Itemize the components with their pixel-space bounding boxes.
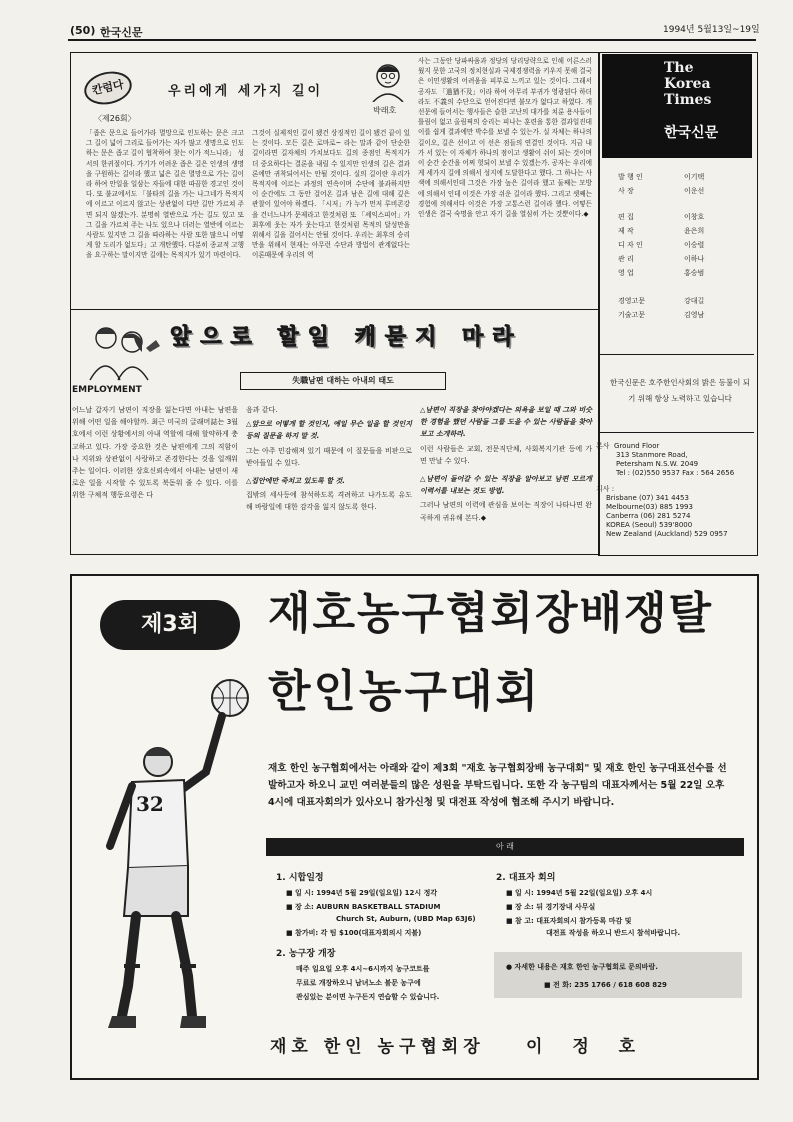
employment-tip: △집안에만 죽치고 있도록 할 것. — [246, 477, 345, 486]
staff-role: 발 행 인 — [618, 173, 643, 181]
ad-title-line2: 한인농구대회 — [268, 666, 542, 717]
court-heading: 2. 농구장 개장 — [276, 949, 336, 959]
chairman-title: 재호 한인 농구협회장 — [270, 1037, 485, 1057]
branch-line: Canberra (06) 281 5274 — [606, 512, 691, 520]
court-line: 무료로 개장하오니 남녀노소 불문 농구에 — [296, 979, 421, 987]
ad-notice-bar: 아 래 — [266, 838, 744, 856]
staff-row — [618, 310, 738, 320]
staff-name: 이하나 — [684, 255, 705, 263]
employment-tip-detail: 그러나 남편의 이력에 관심을 보이는 직장이 나타나면 완곡하게 귀유해 본다.◆ — [420, 501, 592, 522]
branch-label: 지사 : — [596, 485, 615, 493]
staff-role: 편 집 — [618, 213, 634, 221]
masthead-title-en-line2: Korea — [664, 76, 711, 92]
header-rule — [68, 39, 756, 41]
issue-date: 1994년 5월13일~19일 — [663, 25, 760, 35]
court-line: 관심있는 분이면 누구든지 연습할 수 있습니다. — [296, 993, 440, 1001]
chairman-name: 이 정 호 — [526, 1037, 648, 1057]
masthead-divider — [600, 354, 754, 355]
staff-row — [618, 212, 738, 222]
schedule-date: ■ 일 시: 1994년 5월 29일(일요일) 12시 정각 — [286, 889, 438, 897]
column-text-col3: 사는 그동안 당파싸움과 정당의 당리당략으로 인해 어른스러웠지 못한 고국의 정치현실과 국제경쟁력을 키우지 못해 결국은 이민생활의 어려움을 피부로 느끼고 있는 것이다. 그래서 공자도 「過猶不及」이라 하여 아무리 부귀가 영광된다 하더라도 不義의 수단으로 얻어진다면 불모가 없다고 하였다. 개선문에 들어서는 행사들은 슬한 고난의 대가를 치룬 용사들이 틀림이 없고 올림픽의 승리는 피나는 훈련을 통한 결과일진데 이를 쉽게 결과에만 박수를 보낼 수 있는가. 실 자체는 하나의 길이오, 길은 선이고 이 선은 점들의 연결인 것이다. 지금 내가 서 있는 이 자체가 하나의 점이고 생활이 쉬이 되는 것이며 이 순간 순간을 어찌 헛되이 보낼 수 있겠는가. 공자는 우리에게 세가지 길에 의해서 성지에 도달한다고 했다. 그 하나는 사색에 의해서인데 그것은 가장 높은 길이라 했고 둘째는 모방에 의해서 인데 이것은 가장 쉬운 길이라 했다. 그리고 셋째는 경험에 의해서다 이것은 가장 고통스런 길이라 했다. 어떻든 인생은 결국 숙명을 안고 자기 길을 열심히 가는 것뿐이다.◆ — [418, 57, 592, 219]
column-text-col1: 「좁은 문으로 들어가라 멸망으로 인도하는 문은 크고 그 길이 넓어 그리로 들어가는 자가 많고 생명으로 인도하는 문은 좁고 길이 협착하여 찾는 이가 적느니라」 성서의 한귀절이다. 가기가 어려운 좁은 길은 인생의 생명을 구원하는 길이라 했고 넓은 길은 멸망으로 가는 길이라 하여 안일을 일삼는 자들에 대한 따끔한 경고인 것이다. 또 불교에서도 「불타의 길을 가는 나그네가 목적지에 이르고 이르지 않고는 상관없이 다만 길만 가르쳐 주면 되지 않겠는가. 분명히 열반으로 가는 길도 있고 또 그 길을 가르쳐 주는 나도 있으나 더러는 열반에 이르는 사람도 있지만 그 길을 따라하는 사람 또한 많으니 어떻게 할 도리가 없도다」고 개탄했다. 다분히 종교적 고행을 요구하는 말이지만 길에는 목적지가 있기 마련이다. — [86, 129, 244, 260]
column-episode: 〈제26회〉 — [94, 114, 136, 123]
staff-role: 관 리 — [618, 255, 634, 263]
contact-phone: ■ 전 화: 235 1766 / 618 608 829 — [544, 981, 667, 989]
masthead-title-ko: 한국신문 — [664, 125, 719, 141]
staff-name: 강대길 — [684, 297, 705, 305]
staff-role: 영 업 — [618, 269, 634, 277]
masthead-title-en — [664, 60, 711, 108]
staff-role: 디 자 인 — [618, 241, 643, 249]
hq-line: Petersham N.S.W. 2049 — [616, 460, 699, 468]
contact-text: ● 자세한 내용은 재호 한인 농구협회로 문의바람. — [506, 963, 658, 971]
staff-role: 사 장 — [618, 187, 634, 195]
staff-name: 윤은희 — [684, 227, 705, 235]
staff-row — [618, 172, 738, 182]
staff-name: 이승렬 — [684, 241, 705, 249]
column-title: 우리에게 세가지 길이 — [168, 84, 324, 99]
branch-offices — [596, 485, 754, 539]
page-number: (50) — [70, 24, 96, 37]
employment-tip-detail: 이런 사람들은 교회, 전문직단체, 사회복지기관 등에 가면 만날 수 있다. — [420, 444, 592, 465]
couple-illustration-icon — [76, 318, 166, 382]
basketball-player-illustration-icon — [84, 676, 254, 1046]
hq-phone: Tel : (02)550 9537 Fax : 564 2656 — [616, 469, 735, 477]
employment-subtitle: 失職남편 대하는 아내의 태도 — [240, 372, 446, 390]
employment-tip: △남편이 직장을 찾아야겠다는 의욕을 보일 때 그와 비슷한 경험을 했던 사람들 그룹 도을 수 있는 사람들을 찾아보고 소개하라. — [420, 406, 592, 439]
staff-row — [618, 226, 738, 236]
branch-line: Melbourne(03) 885 1993 — [606, 503, 693, 511]
employment-col1-text: 어느날 갑자기 남편이 직장을 잃는다면 아내는 남편을 위해 어떤 일을 해야할까. 최근 미국의 글래머誌는 3월호에서 이런 상황에서의 아내 역할에 대해 할약하게 충고하고 있다. 가장 중요한 것은 남편에게 그의 직함이나 지위와 상관없이 사랑하고 존경한다는 것을 일깨워 주는 일이다. 이러한 상호신뢰속에서 아내는 남편이 새로운 일을 시작할 수 있도록 북돋워 줄 수 있다. 이를 위한 구체적 행동요령은 다 — [72, 406, 238, 500]
masthead-title-en-line3: Times — [664, 92, 712, 108]
schedule-place-detail: Church St, Auburn, (UBD Map 63J6) — [336, 915, 476, 923]
column-text-col2: 그것이 실제적인 길이 됐건 상징적인 길이 됐건 끝이 있는 것이다. 모든 길은 로마로~ 라는 말과 같이 단순한 길이라면 길자체의 가치보다도 길의 종점인 목적지가 더 중요하다는 결론을 내릴 수 있지만 인생의 길은 결과론에만 귀착되어서는 안될 것이다. 실의 길이란 우리가 목적지에 이르는 과정의 연속이며 수단에 불과하지만 이 순간에도 그 동안 걸어온 길과 남은 길에 대해 깊은 관찰이 있어야 하겠다. 「시저」가 누가 먼저 루비콘강을 건너느냐가 문제라고 한것처럼 또 「셰익스피어」가 최후에 웃는 자가 웃는다고 한것처럼 목적의 달성만을 위해서 길을 걸어서는 안될 것이다. 우리는 최후의 승리만을 위해서 현재는 아무런 수단과 방법이 관계없다는 이론때문에 우리의 역 — [252, 129, 410, 260]
employment-tip: △남편이 들어갈 수 있는 직장을 알아보고 남편 모르게 이력서를 내보는 것도 방법. — [420, 475, 592, 496]
meeting-place: ■ 장 소: 뒤 경기장내 사무실 — [506, 903, 596, 911]
staff-name: 홍승범 — [684, 269, 705, 277]
schedule-heading: 1. 시합일정 — [276, 873, 324, 883]
hq-label: 본사 — [596, 442, 610, 450]
court-line: 매주 일요일 오후 4시~6시까지 농구코트를 — [296, 965, 430, 973]
employment-tip-detail: 집밖의 세사등에 참석하도록 격려하고 나가도록 유도해 바람일에 대한 감각을 잃지 않도록 한다. — [246, 491, 412, 512]
employment-col2 — [246, 404, 412, 516]
masthead-title-en-line1: The — [664, 60, 694, 76]
ad-title-line1: 재호농구협회장배쟁탈 — [268, 588, 714, 639]
staff-role: 경영고문 — [618, 297, 646, 305]
schedule-place: ■ 장 소: AUBURN BASKETBALL STADIUM — [286, 903, 441, 911]
schedule-fee: ■ 참가비: 각 팀 $100(대표자회의시 지불) — [286, 929, 422, 937]
column-badge: 칸럼다 — [81, 67, 135, 108]
staff-row — [618, 296, 738, 306]
staff-name: 이창호 — [684, 213, 705, 221]
employment-headline: 앞으로 할일 캐묻지 마라 — [170, 325, 523, 350]
staff-name: 김영남 — [684, 311, 705, 319]
author-portrait-icon — [368, 60, 408, 102]
staff-name: 이운선 — [684, 187, 705, 195]
staff-row — [618, 186, 738, 196]
employment-section-label: EMPLOYMENT — [72, 385, 142, 395]
ad-body-text: 재호 한인 농구협회에서는 아래와 같이 제3회 "재호 농구협회장배 농구대회" 및 재호 한인 농구대표선수를 선발하고자 하오니 교민 여러분들의 많은 성원을 부탁드립니다. 또한 각 농구팀의 대표자께서는 5월 22일 오후 4시에 대표자회의가 있사오니 참가신청 및 대전표 작성에 협조해 주시기 바랍니다. — [268, 763, 727, 808]
staff-row — [618, 240, 738, 250]
contact-box — [494, 952, 742, 998]
staff-row — [618, 268, 738, 278]
hq-line: Ground Floor — [613, 442, 660, 450]
branch-line: New Zealand (Auckland) 529 0957 — [606, 530, 728, 538]
staff-row — [618, 254, 738, 264]
mission-statement: 한국신문은 호주한인사회의 밝은 등불이 되기 위해 항상 노력하고 있습니다 — [610, 378, 750, 403]
employment-col1 — [72, 404, 238, 502]
meeting-note-detail: 대전표 작성을 하오니 반드시 참석바랍니다. — [546, 929, 681, 937]
jersey-number: 32 — [136, 792, 164, 816]
employment-tip: △앞으로 어떻게 할 것인지, 예일 무슨 일을 할 것인지등의 질문을 하지 말 것. — [246, 420, 412, 441]
meeting-note: ■ 참 고: 대표자회의시 참가등록 마감 및 — [506, 917, 632, 925]
branch-line: Brisbane (07) 341 4453 — [606, 494, 689, 502]
hq-line: 313 Stanmore Road, — [616, 451, 688, 459]
masthead-divider — [600, 432, 754, 433]
employment-tip-detail: 그는 아주 민감해져 있기 때문에 이 질문들을 비판으로 받아들일 수 있다. — [246, 446, 412, 467]
employment-col3 — [420, 404, 592, 526]
branch-line: KOREA (Seoul) 539'8000 — [606, 521, 693, 529]
staff-role: 기술고문 — [618, 311, 646, 319]
paper-name: 한국신문 — [100, 26, 143, 39]
meeting-heading: 2. 대표자 회의 — [496, 873, 556, 883]
employment-col2-intro: 음과 같다. — [246, 406, 278, 414]
meeting-date: ■ 일 시: 1994년 5월 22일(일요일) 오후 4시 — [506, 889, 653, 897]
ad-edition-badge: 제3회 — [100, 600, 240, 650]
author-name: 박래호 — [373, 106, 397, 115]
staff-name: 이기택 — [684, 173, 705, 181]
hq-address — [596, 442, 754, 478]
staff-role: 제 작 — [618, 227, 634, 235]
